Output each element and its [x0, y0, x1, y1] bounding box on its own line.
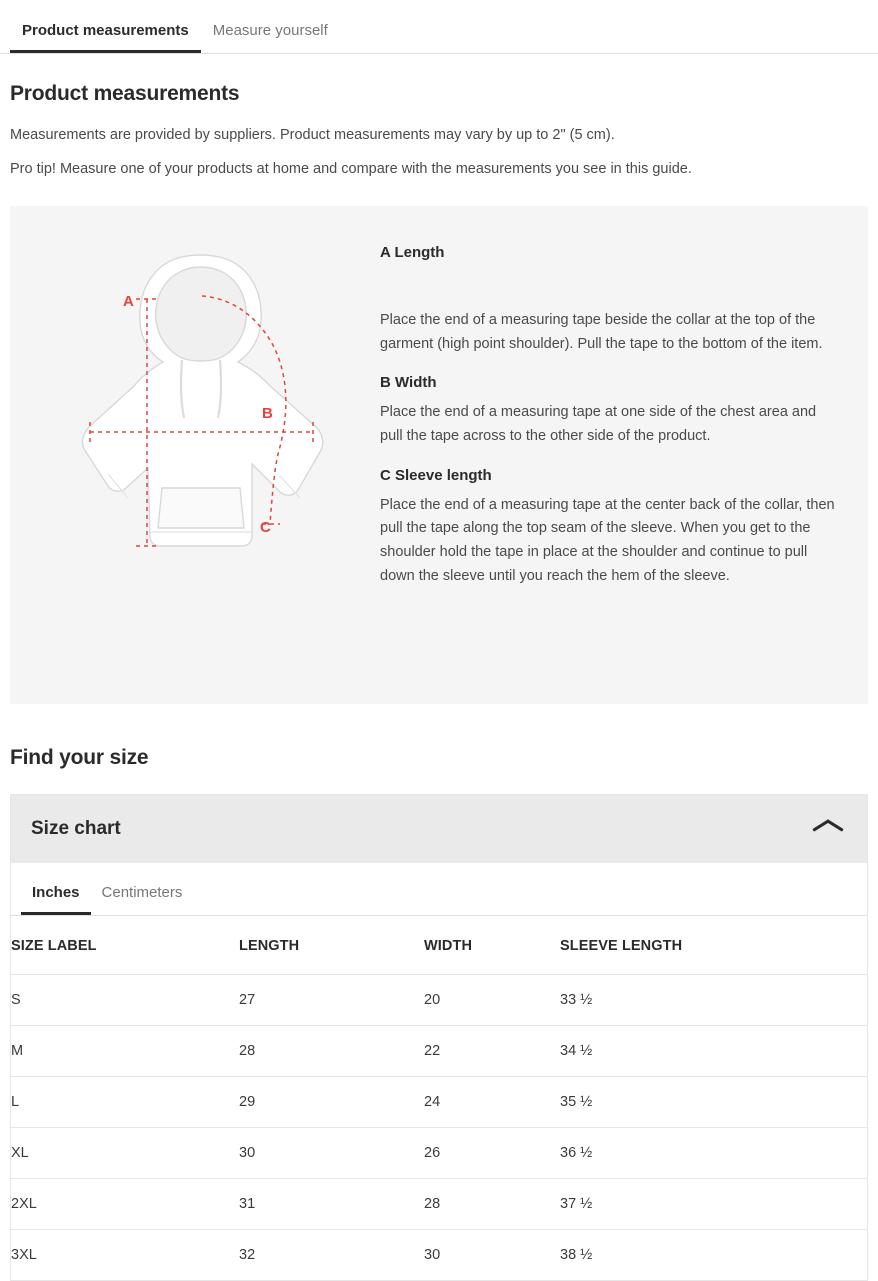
- size-chart-table: [11, 916, 867, 1281]
- cell-length: 30: [239, 1128, 424, 1179]
- measurement-panel: [10, 206, 868, 704]
- unit-tabs: [11, 863, 867, 916]
- cell-size-label: 3XL: [11, 1230, 239, 1281]
- chevron-up-icon[interactable]: [813, 820, 843, 838]
- size-chart-header[interactable]: [11, 795, 867, 863]
- size-chart-card: [10, 794, 868, 1281]
- cell-width: 22: [424, 1026, 560, 1077]
- tab-measure-yourself-label: Measure yourself: [212, 22, 328, 39]
- table-header-row: [11, 916, 867, 975]
- table-row: [11, 1128, 867, 1179]
- hoodie-measurement-diagram-icon: [30, 236, 360, 566]
- measurement-instructions: [380, 228, 868, 676]
- tab-centimeters-label: Centimeters: [101, 884, 183, 902]
- size-chart-title: Size chart: [31, 818, 121, 840]
- measurement-body-a: Place the end of a measuring tape beside the collar at the top of the garment (high point shoulder). Pull the tape to the bottom of the item.: [380, 312, 823, 352]
- product-measurement-tabs: [0, 0, 878, 54]
- tab-inches[interactable]: [21, 885, 91, 915]
- cell-sleeve-length: 35 ½: [560, 1077, 867, 1128]
- diagram-label-b: B: [262, 405, 273, 423]
- measurement-body-b: Place the end of a measuring tape at one side of the chest area and pull the tape across to the other side of the product.: [380, 404, 817, 444]
- cell-width: 20: [424, 975, 560, 1026]
- diagram-column: [10, 228, 380, 676]
- find-your-size-title: Find your size: [10, 746, 149, 770]
- measurement-note-2: Pro tip! Measure one of your products at home and compare with the measurements you see in this guide.: [10, 160, 692, 177]
- cell-size-label: L: [11, 1077, 239, 1128]
- cell-length: 32: [239, 1230, 424, 1281]
- table-row: [11, 1026, 867, 1077]
- cell-size-label: 2XL: [11, 1179, 239, 1230]
- measurement-title-b: B Width: [380, 374, 437, 392]
- cell-length: 29: [239, 1077, 424, 1128]
- column-header-sleeve-length: SLEEVE LENGTH: [560, 916, 867, 975]
- cell-sleeve-length: 36 ½: [560, 1128, 867, 1179]
- table-row: [11, 975, 867, 1026]
- tab-product-measurements-label: Product measurements: [22, 22, 189, 39]
- tab-measure-yourself[interactable]: [201, 23, 340, 53]
- cell-sleeve-length: 33 ½: [560, 975, 867, 1026]
- measurement-note-1: Measurements are provided by suppliers. Product measurements may vary by up to 2" (5 cm).: [10, 127, 615, 143]
- page-title: Product measurements: [10, 82, 240, 105]
- cell-width: 24: [424, 1077, 560, 1128]
- cell-width: 28: [424, 1179, 560, 1230]
- column-header-size-label: SIZE LABEL: [11, 916, 239, 975]
- tab-inches-label: Inches: [32, 884, 80, 902]
- column-header-length: LENGTH: [239, 916, 424, 975]
- cell-length: 28: [239, 1026, 424, 1077]
- cell-sleeve-length: 38 ½: [560, 1230, 867, 1281]
- table-row: [11, 1230, 867, 1281]
- table-row: [11, 1077, 867, 1128]
- cell-sleeve-length: 34 ½: [560, 1026, 867, 1077]
- cell-size-label: XL: [11, 1128, 239, 1179]
- cell-length: 31: [239, 1179, 424, 1230]
- measurement-body-c: Place the end of a measuring tape at the center back of the collar, then pull the tape along the top seam of the sleeve. When you get to the shoulder hold the tape in place at the shoulder and continue to pull down the sleeve until you reach the hem of the sleeve.: [380, 496, 835, 584]
- cell-size-label: M: [11, 1026, 239, 1077]
- cell-width: 30: [424, 1230, 560, 1281]
- diagram-label-c: C: [260, 519, 271, 537]
- measurement-title-c: C Sleeve length: [380, 466, 492, 484]
- diagram-label-a: A: [123, 293, 134, 311]
- cell-sleeve-length: 37 ½: [560, 1179, 867, 1230]
- measurement-title-a: A Length: [380, 244, 445, 262]
- tab-product-measurements[interactable]: [10, 23, 201, 53]
- tab-centimeters[interactable]: [91, 885, 194, 915]
- cell-width: 26: [424, 1128, 560, 1179]
- cell-size-label: S: [11, 975, 239, 1026]
- table-row: [11, 1179, 867, 1230]
- column-header-width: WIDTH: [424, 916, 560, 975]
- cell-length: 27: [239, 975, 424, 1026]
